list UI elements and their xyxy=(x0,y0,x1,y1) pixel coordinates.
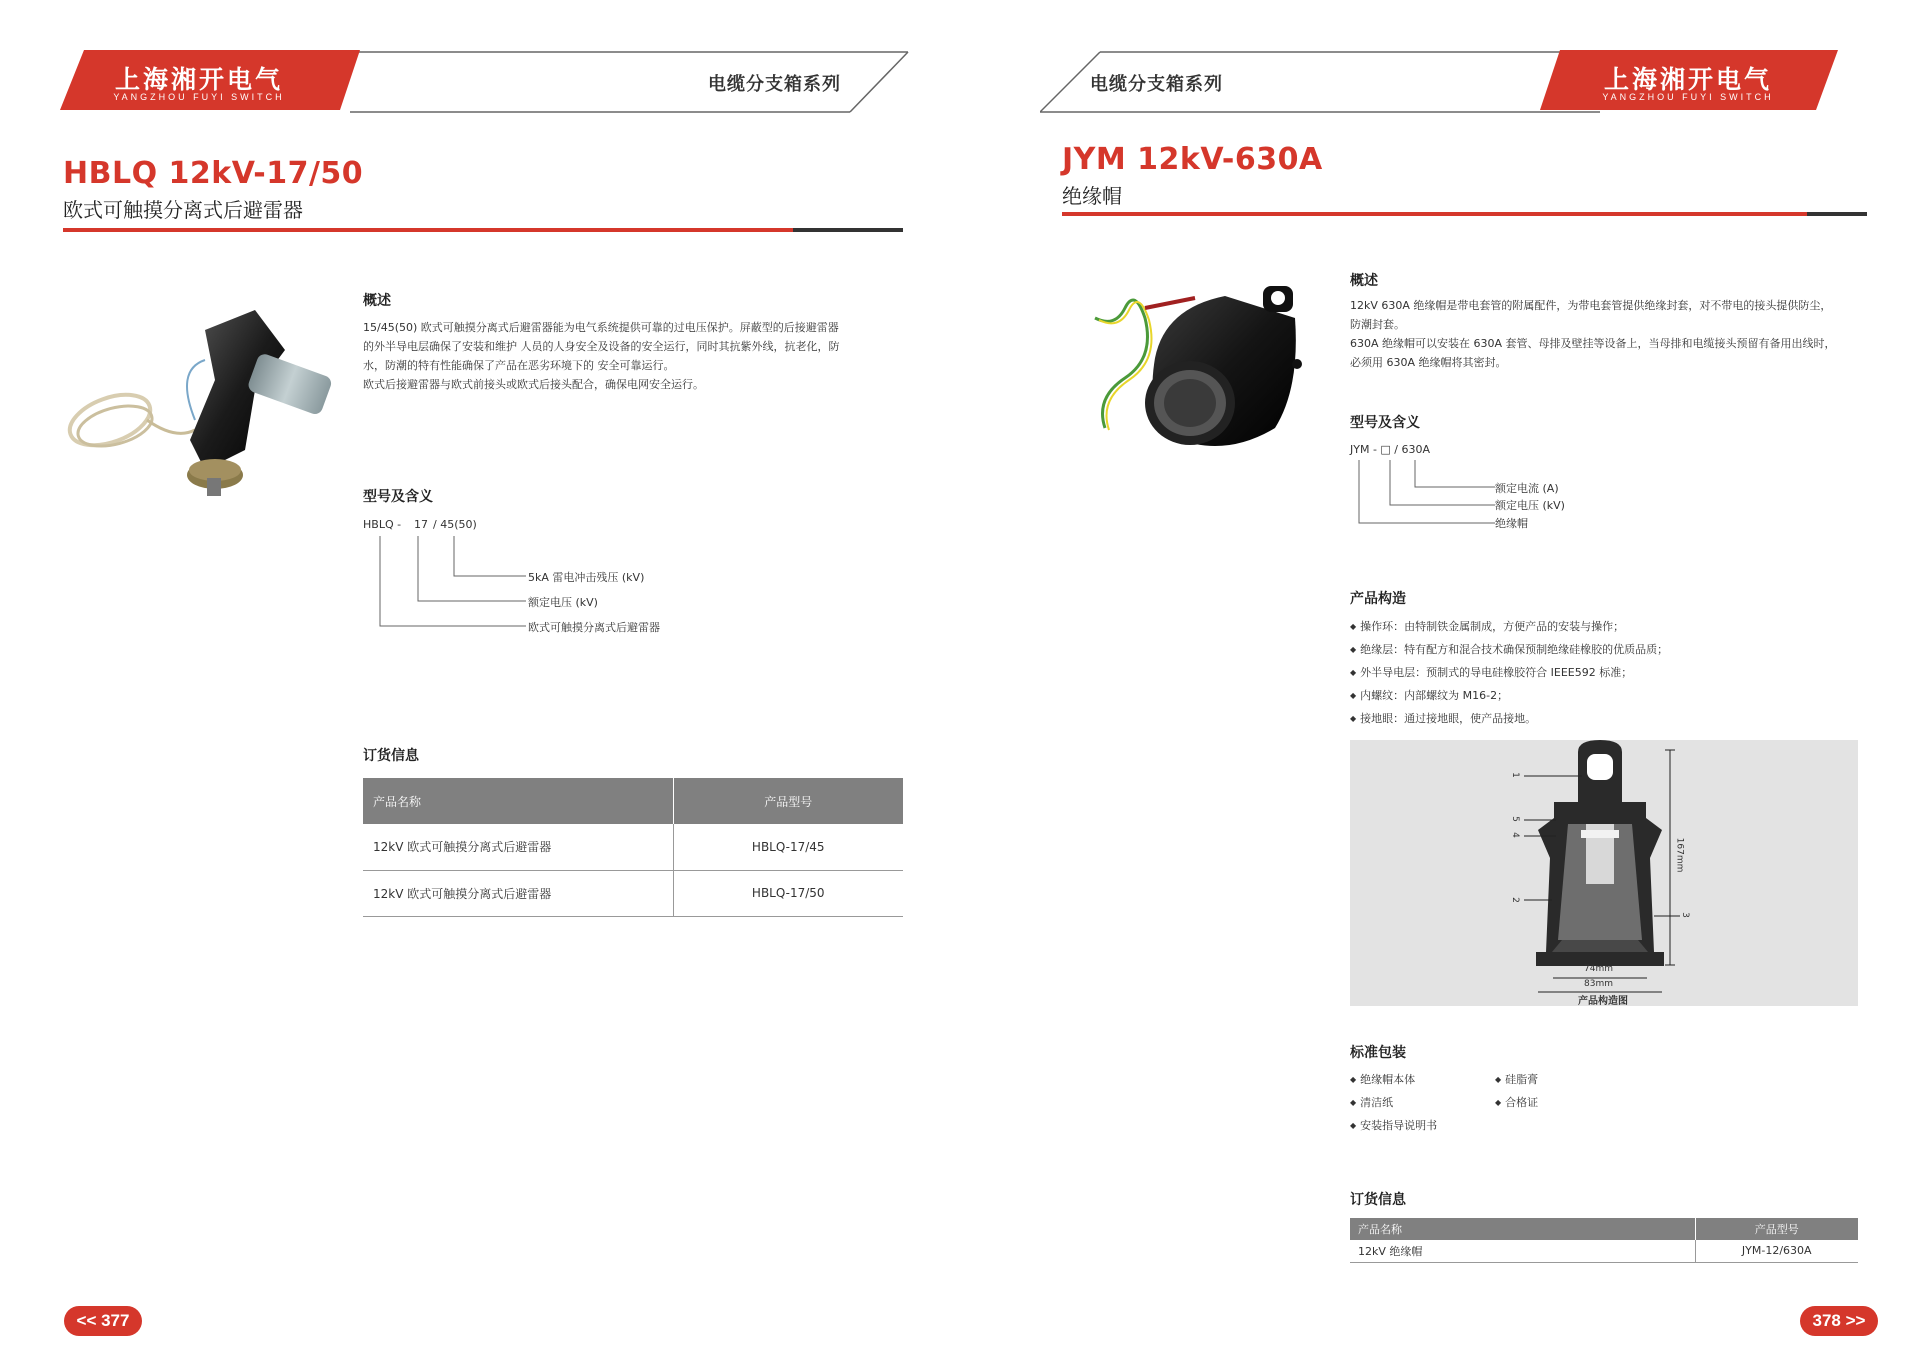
list-item: ◆ 硅脂膏 xyxy=(1495,1068,1538,1091)
title-rule xyxy=(1062,212,1807,216)
callout-3: 3 xyxy=(1679,912,1690,918)
insulating-cap-product-image xyxy=(1085,268,1315,468)
structure-heading: 产品构造 xyxy=(1350,591,1406,607)
model-item-name: 欧式可触摸分离式后避雷器 xyxy=(528,621,660,634)
table-row xyxy=(363,824,903,870)
right-logo xyxy=(1560,52,1816,110)
title-rule-dark xyxy=(1807,212,1867,216)
list-item: ◆ 操作环：由特制铁金属制成，方便产品的安装与操作； xyxy=(1350,615,1668,638)
order-cell-name: 12kV 欧式可触摸分离式后避雷器 xyxy=(363,824,673,870)
model-heading: 型号及含义 xyxy=(363,489,433,505)
series-label: 电缆分支箱系列 xyxy=(1090,74,1223,95)
dimension-outer: 83mm xyxy=(1584,979,1613,989)
model-code-voltage: 17 xyxy=(414,518,428,531)
dimension-inner: 74mm xyxy=(1584,964,1613,974)
model-item-residual: 5kA 雷电冲击残压 (kV) xyxy=(528,571,645,584)
list-item: ◆ 合格证 xyxy=(1495,1091,1538,1114)
dimension-height: 167mm xyxy=(1674,837,1685,873)
overview-line: 水，防潮的特有性能确保了产品在恶劣环境下的 安全可靠运行。 xyxy=(363,359,675,372)
model-code: JYM - □ / 630A xyxy=(1350,443,1431,456)
callout-1: 1 xyxy=(1509,772,1520,778)
overview-line: 15/45(50) 欧式可触摸分离式后避雷器能为电气系统提供可靠的过电压保护。屏蔽型的后接避雷器 xyxy=(363,321,839,334)
order-cell-model: HBLQ-17/50 xyxy=(673,870,903,916)
model-item-name: 绝缘帽 xyxy=(1495,517,1528,530)
model-code-prefix: HBLQ - xyxy=(363,518,402,531)
product-title: HBLQ 12kV-17/50 xyxy=(63,156,364,191)
product-title: JYM 12kV-630A xyxy=(1062,142,1323,177)
order-table-header xyxy=(363,778,903,824)
model-item-voltage: 额定电压 (kV) xyxy=(1495,499,1565,512)
order-cell-name: 12kV 欧式可触摸分离式后避雷器 xyxy=(363,870,673,916)
brand-name: 上海湘开电气 xyxy=(1603,65,1772,94)
structure-diagram xyxy=(1350,740,1858,1006)
overview-line: 的外半导电层确保了安装和维护 人员的人身安全及设备的安全运行，同时其抗紫外线，抗老化，防 xyxy=(363,340,840,353)
product-subtitle: 欧式可触摸分离式后避雷器 xyxy=(63,198,303,222)
order-heading: 订货信息 xyxy=(1350,1192,1406,1208)
overview-line: 防潮封套。 xyxy=(1350,318,1405,331)
list-item: ◆ 接地眼：通过接地眼，使产品接地。 xyxy=(1350,707,1668,730)
callout-4: 4 xyxy=(1509,832,1520,838)
overview-line: 630A 绝缘帽可以安装在 630A 套管、母排及壁挂等设备上，当母排和电缆接头预留有备用出线时， xyxy=(1350,337,1836,350)
list-item: ◆ 内螺纹：内部螺纹为 M16-2； xyxy=(1350,684,1668,707)
diagram-caption: 产品构造图 xyxy=(1578,996,1628,1007)
model-code-residual: / 45(50) xyxy=(433,518,477,531)
list-item: ◆ 清洁纸 xyxy=(1350,1091,1437,1114)
left-logo xyxy=(84,52,314,110)
overview-text xyxy=(363,318,913,394)
product-subtitle: 绝缘帽 xyxy=(1062,184,1122,208)
overview-heading: 概述 xyxy=(1350,273,1378,289)
page-number-badge[interactable]: 378 >> xyxy=(1800,1306,1878,1336)
order-col-name: 产品名称 xyxy=(1350,1218,1695,1240)
model-item-current: 额定电流 (A) xyxy=(1495,482,1559,495)
overview-line: 欧式后接避雷器与欧式前接头或欧式后接头配合，确保电网安全运行。 xyxy=(363,378,704,391)
order-table-header xyxy=(1350,1218,1858,1240)
order-heading: 订货信息 xyxy=(363,748,419,764)
series-label: 电缆分支箱系列 xyxy=(708,74,841,95)
right-page xyxy=(960,0,1920,1358)
model-heading: 型号及含义 xyxy=(1350,415,1420,431)
order-cell-name: 12kV 绝缘帽 xyxy=(1350,1240,1695,1262)
brand-english: YANGZHOU FUYI SWITCH xyxy=(1602,92,1774,102)
order-cell-model: JYM-12/630A xyxy=(1695,1240,1858,1262)
list-item: ◆ 绝缘帽本体 xyxy=(1350,1068,1437,1091)
list-item: ◆ 安装指导说明书 xyxy=(1350,1114,1437,1137)
list-item: ◆ 外半导电层：预制式的导电硅橡胶符合 IEEE592 标准； xyxy=(1350,661,1668,684)
overview-heading: 概述 xyxy=(363,293,391,309)
model-bracket-lines xyxy=(370,534,530,630)
table-row xyxy=(363,870,903,916)
brand-name: 上海湘开电气 xyxy=(114,65,283,94)
page-number-badge[interactable]: << 377 xyxy=(64,1306,142,1336)
package-list-1 xyxy=(1350,1068,1437,1137)
order-col-model: 产品型号 xyxy=(1695,1218,1858,1240)
overview-line: 必须用 630A 绝缘帽将其密封。 xyxy=(1350,356,1507,369)
callout-2: 2 xyxy=(1509,897,1520,903)
order-col-name: 产品名称 xyxy=(363,778,673,824)
package-heading: 标准包装 xyxy=(1350,1045,1406,1061)
structure-list xyxy=(1350,615,1668,730)
overview-text xyxy=(1350,296,1870,372)
arrester-product-image xyxy=(55,310,345,510)
overview-line: 12kV 630A 绝缘帽是带电套管的附属配件，为带电套管提供绝缘封套，对不带电的接头提供防尘， xyxy=(1350,299,1832,312)
order-table xyxy=(363,778,903,917)
model-bracket-lines xyxy=(1355,458,1500,528)
title-rule-dark xyxy=(793,228,903,232)
order-table xyxy=(1350,1218,1858,1263)
order-col-model: 产品型号 xyxy=(673,778,903,824)
table-row xyxy=(1350,1240,1858,1262)
order-cell-model: HBLQ-17/45 xyxy=(673,824,903,870)
model-item-voltage: 额定电压 (kV) xyxy=(528,596,598,609)
package-list-2 xyxy=(1495,1068,1538,1114)
brand-english: YANGZHOU FUYI SWITCH xyxy=(113,92,285,102)
callout-5: 5 xyxy=(1509,816,1520,822)
title-rule xyxy=(63,228,793,232)
list-item: ◆ 绝缘层：特有配方和混合技术确保预制绝缘硅橡胶的优质品质； xyxy=(1350,638,1668,661)
